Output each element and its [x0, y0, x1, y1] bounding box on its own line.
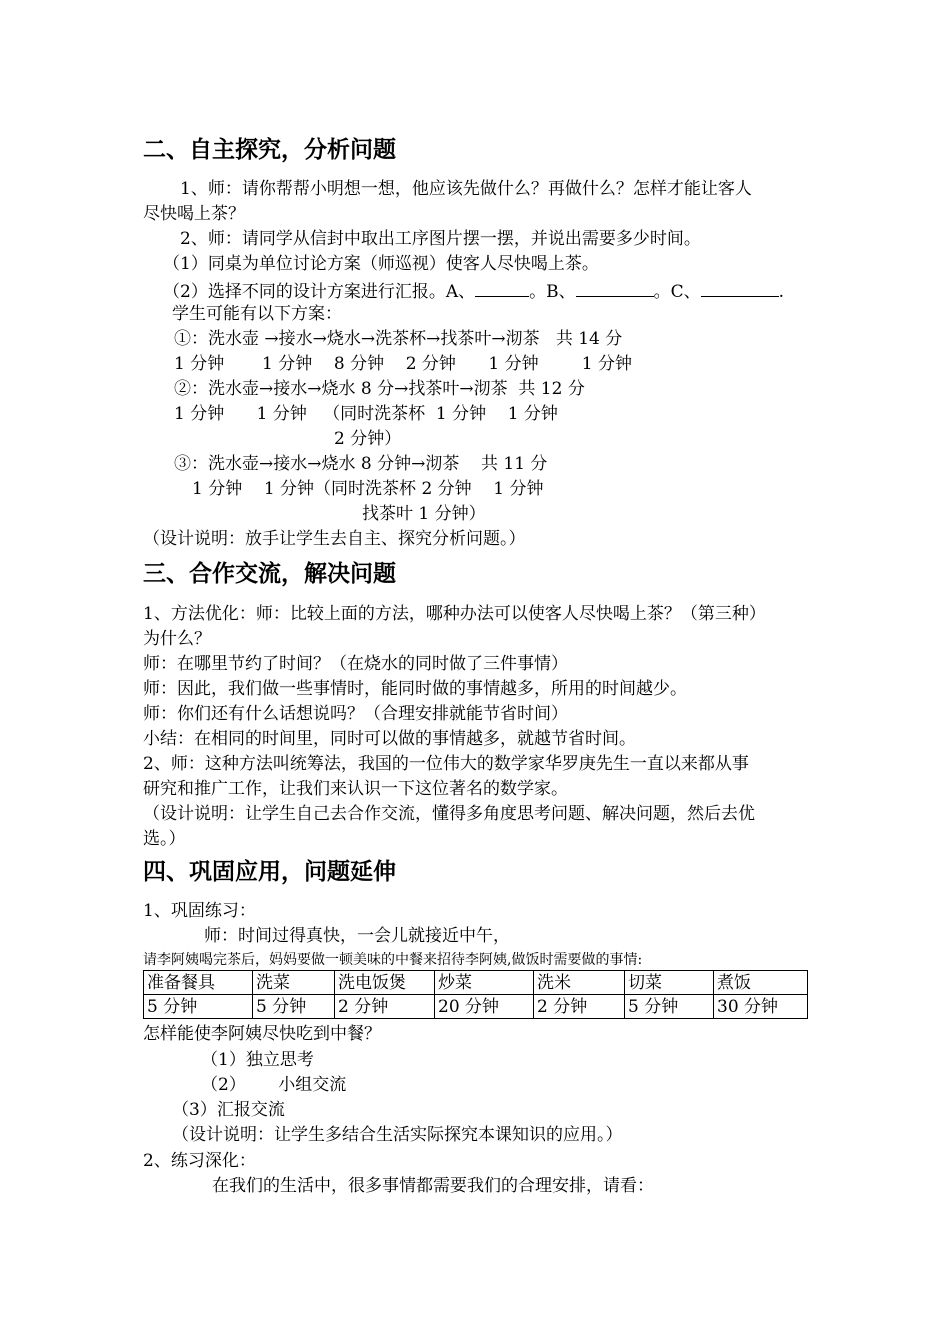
- plan-2-times: 1 分钟 1 分钟 （同时洗茶杯 1 分钟 1 分钟: [174, 404, 558, 424]
- s4-option-3: （3）汇报交流: [172, 1100, 285, 1120]
- s4-line-2: 师：时间过得真快，一会儿就接近中午，: [204, 926, 510, 946]
- table-cell: 5 分钟: [144, 995, 253, 1019]
- s2-step-2-text: （2）选择不同的设计方案进行汇报。A、: [163, 282, 476, 302]
- table-cell: 5 分钟: [625, 995, 714, 1019]
- s4-line-3: 请李阿姨喝完茶后，妈妈要做一顿美味的中餐来招待李阿姨,做饭时需要做的事情:: [143, 952, 643, 968]
- plan-3: ③：洗水壶→接水→烧水 8 分钟→沏茶 共 11 分: [174, 454, 548, 474]
- end-dot: .: [778, 282, 785, 302]
- plan-2-times-2: 2 分钟）: [334, 429, 402, 449]
- s2-step-2: [163, 278, 784, 303]
- blank-a: [475, 278, 529, 297]
- blank-b: [576, 278, 654, 297]
- s4-option-2: （2） 小组交流: [201, 1075, 347, 1095]
- s2-step-1: （1）同桌为单位讨论方案（师巡视）使客人尽快喝上茶。: [163, 254, 599, 274]
- plan-2: ②：洗水壶→接水→烧水 8 分→找茶叶→沏茶 共 12 分: [174, 379, 585, 399]
- table-cell: 切菜: [625, 971, 714, 995]
- s4-option-1: （1）独立思考: [201, 1050, 314, 1070]
- s3-line-6b: 研究和推广工作，让我们来认识一下这位著名的数学家。: [143, 779, 568, 799]
- s3-line-6a: 2、师：这种方法叫统筹法，我国的一位伟大的数学家华罗庚先生一直以来都从事: [143, 754, 749, 774]
- section-4-heading: 四、巩固应用，问题延伸: [143, 859, 396, 885]
- s3-line-1a: 1、方法优化：师：比较上面的方法，哪种办法可以使客人尽快喝上茶？（第三种）: [143, 604, 766, 624]
- table-cell: 20 分钟: [435, 995, 534, 1019]
- s3-note-b: 选。）: [143, 829, 186, 849]
- table-cell: 洗菜: [253, 971, 335, 995]
- table-cell: 洗电饭煲: [335, 971, 435, 995]
- plan-3-times-2: 找茶叶 1 分钟）: [362, 504, 486, 524]
- s4-line-1: 1、巩固练习：: [143, 901, 256, 921]
- s2-may-list: 学生可能有以下方案：: [172, 304, 342, 324]
- s4-question: 怎样能使李阿姨尽快吃到中餐？: [143, 1024, 381, 1044]
- blank-c: [701, 278, 779, 297]
- table-row: [144, 995, 808, 1019]
- s3-line-4: 师：你们还有什么话想说吗？（合理安排就能节省时间）: [143, 704, 568, 724]
- plan-1-times: 1 分钟 1 分钟 8 分钟 2 分钟 1 分钟 1 分钟: [174, 354, 633, 374]
- s2-design-note: （设计说明：放手让学生去自主、探究分析问题。）: [143, 529, 526, 549]
- s3-line-2: 师：在哪里节约了时间？（在烧水的同时做了三件事情）: [143, 654, 568, 674]
- meal-task-table: [143, 970, 808, 1019]
- s4-design-note: （设计说明：让学生多结合生活实际探究本课知识的应用。）: [172, 1125, 623, 1145]
- table-row: [144, 971, 808, 995]
- s3-note-a: （设计说明：让学生自己去合作交流，懂得多角度思考问题、解决问题，然后去优: [143, 804, 755, 824]
- s3-summary: 小结：在相同的时间里，同时可以做的事情越多，就越节省时间。: [143, 729, 636, 749]
- section-2-heading: 二、自主探究，分析问题: [143, 137, 396, 163]
- table-cell: 煮饭: [714, 971, 808, 995]
- s4-line-4: 2、练习深化：: [143, 1151, 256, 1171]
- plan-3-times: 1 分钟 1 分钟（同时洗茶杯 2 分钟 1 分钟: [192, 479, 544, 499]
- s4-line-5: 在我们的生活中，很多事情都需要我们的合理安排，请看：: [212, 1176, 654, 1196]
- table-cell: 30 分钟: [714, 995, 808, 1019]
- table-cell: 2 分钟: [335, 995, 435, 1019]
- sep-c: 。C、: [653, 282, 701, 302]
- s2-question-1a: 1、师：请你帮帮小明想一想，他应该先做什么？再做什么？怎样才能让客人: [180, 179, 752, 199]
- table-cell: 准备餐具: [144, 971, 253, 995]
- s3-line-1b: 为什么？: [143, 629, 211, 649]
- s2-question-1b: 尽快喝上茶？: [143, 204, 245, 224]
- s3-line-3: 师：因此，我们做一些事情时，能同时做的事情越多，所用的时间越少。: [143, 679, 687, 699]
- section-3-heading: 三、合作交流，解决问题: [143, 561, 396, 587]
- sep-b: 。B、: [529, 282, 576, 302]
- table-cell: 2 分钟: [534, 995, 625, 1019]
- s2-question-2: 2、师：请同学从信封中取出工序图片摆一摆，并说出需要多少时间。: [180, 229, 701, 249]
- plan-1: ①：洗水壶 →接水→烧水→洗茶杯→找茶叶→沏茶 共 14 分: [174, 329, 623, 349]
- table-cell: 炒菜: [435, 971, 534, 995]
- table-cell: 洗米: [534, 971, 625, 995]
- table-cell: 5 分钟: [253, 995, 335, 1019]
